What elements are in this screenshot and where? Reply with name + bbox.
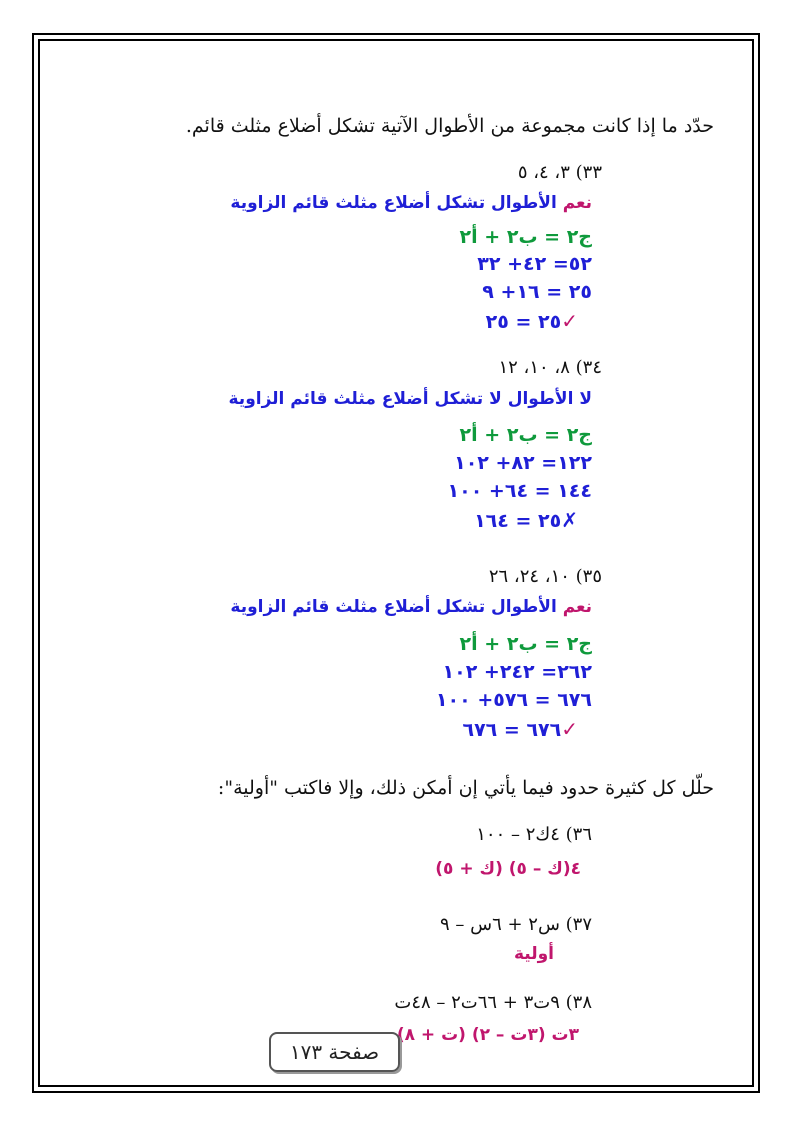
question-34-step-3 [474, 508, 592, 532]
cross-mark-icon: ✗ [561, 508, 578, 532]
question-36-answer: ٤(ك – ٥) (ك + ٥) [435, 859, 581, 879]
question-38-label: ٣٨) ٩ت٣ + ٦٦ت٢ – ٤٨ت [394, 992, 592, 1013]
question-34-label: ٣٤) ٨، ١٠، ١٢ [498, 357, 602, 378]
question-35-formula: ج٢ = ب٢ + أ٢ [459, 633, 592, 655]
question-35-step-1: ٢٦٢= ٢٤٢+ ١٠٢ [442, 661, 592, 683]
question-34-step-2: ١٤٤ = ٦٤+ ١٠٠ [447, 480, 592, 502]
question-33-answer [230, 193, 592, 213]
question-34-answer: لا الأطوال لا تشكل أضلاع مثلث قائم الزاوية [228, 389, 592, 409]
answer-yes-word: نعم [562, 193, 592, 213]
question-35-answer [230, 597, 592, 617]
answer-text: الأطوال تشكل أضلاع مثلث قائم الزاوية [230, 597, 563, 617]
question-36-label: ٣٦) ٤ك٢ – ١٠٠ [476, 824, 592, 845]
question-33-step-1: ٥٢= ٤٢+ ٣٢ [477, 253, 592, 275]
answer-yes-word: نعم [562, 597, 592, 617]
question-35-label: ٣٥) ١٠، ٢٤، ٢٦ [488, 566, 602, 587]
step-text: ٦٧٦ = ٦٧٦ [462, 719, 562, 741]
question-33-step-2: ٢٥ = ١٦+ ٩ [482, 281, 592, 303]
question-38-answer: ٣ت (٣ت – ٢) (ت + ٨) [396, 1025, 579, 1045]
question-34-formula: ج٢ = ب٢ + أ٢ [459, 424, 592, 446]
check-mark-icon: ✓ [561, 717, 578, 741]
check-mark-icon: ✓ [561, 309, 578, 333]
question-37-answer: أولية [513, 944, 554, 964]
page-number-badge: صفحة ١٧٣ [269, 1032, 400, 1072]
question-33-step-3 [486, 309, 592, 333]
question-33-label: ٣٣) ٣، ٤، ٥ [517, 162, 602, 183]
instruction-right-triangle: حدّد ما إذا كانت مجموعة من الأطوال الآتية تشكل أضلاع مثلث قائم. [185, 115, 714, 137]
question-35-step-3 [462, 717, 592, 741]
step-text: ٢٥ = ٢٥ [485, 311, 562, 333]
question-34-step-1: ١٢٢= ٨٢+ ١٠٢ [454, 452, 592, 474]
question-37-label: ٣٧) س٢ + ٦س – ٩ [439, 914, 592, 935]
step-text: ٢٥ = ١٦٤ [474, 510, 562, 532]
question-35-step-2: ٦٧٦ = ٥٧٦+ ١٠٠ [435, 689, 592, 711]
question-33-formula: ج٢ = ب٢ + أ٢ [459, 226, 592, 248]
answer-text: الأطوال تشكل أضلاع مثلث قائم الزاوية [230, 193, 563, 213]
instruction-factor-polynomials: حلّل كل كثيرة حدود فيما يأتي إن أمكن ذلك، وإلا فاكتب "أولية": [217, 777, 714, 799]
worksheet-page [38, 39, 754, 1087]
